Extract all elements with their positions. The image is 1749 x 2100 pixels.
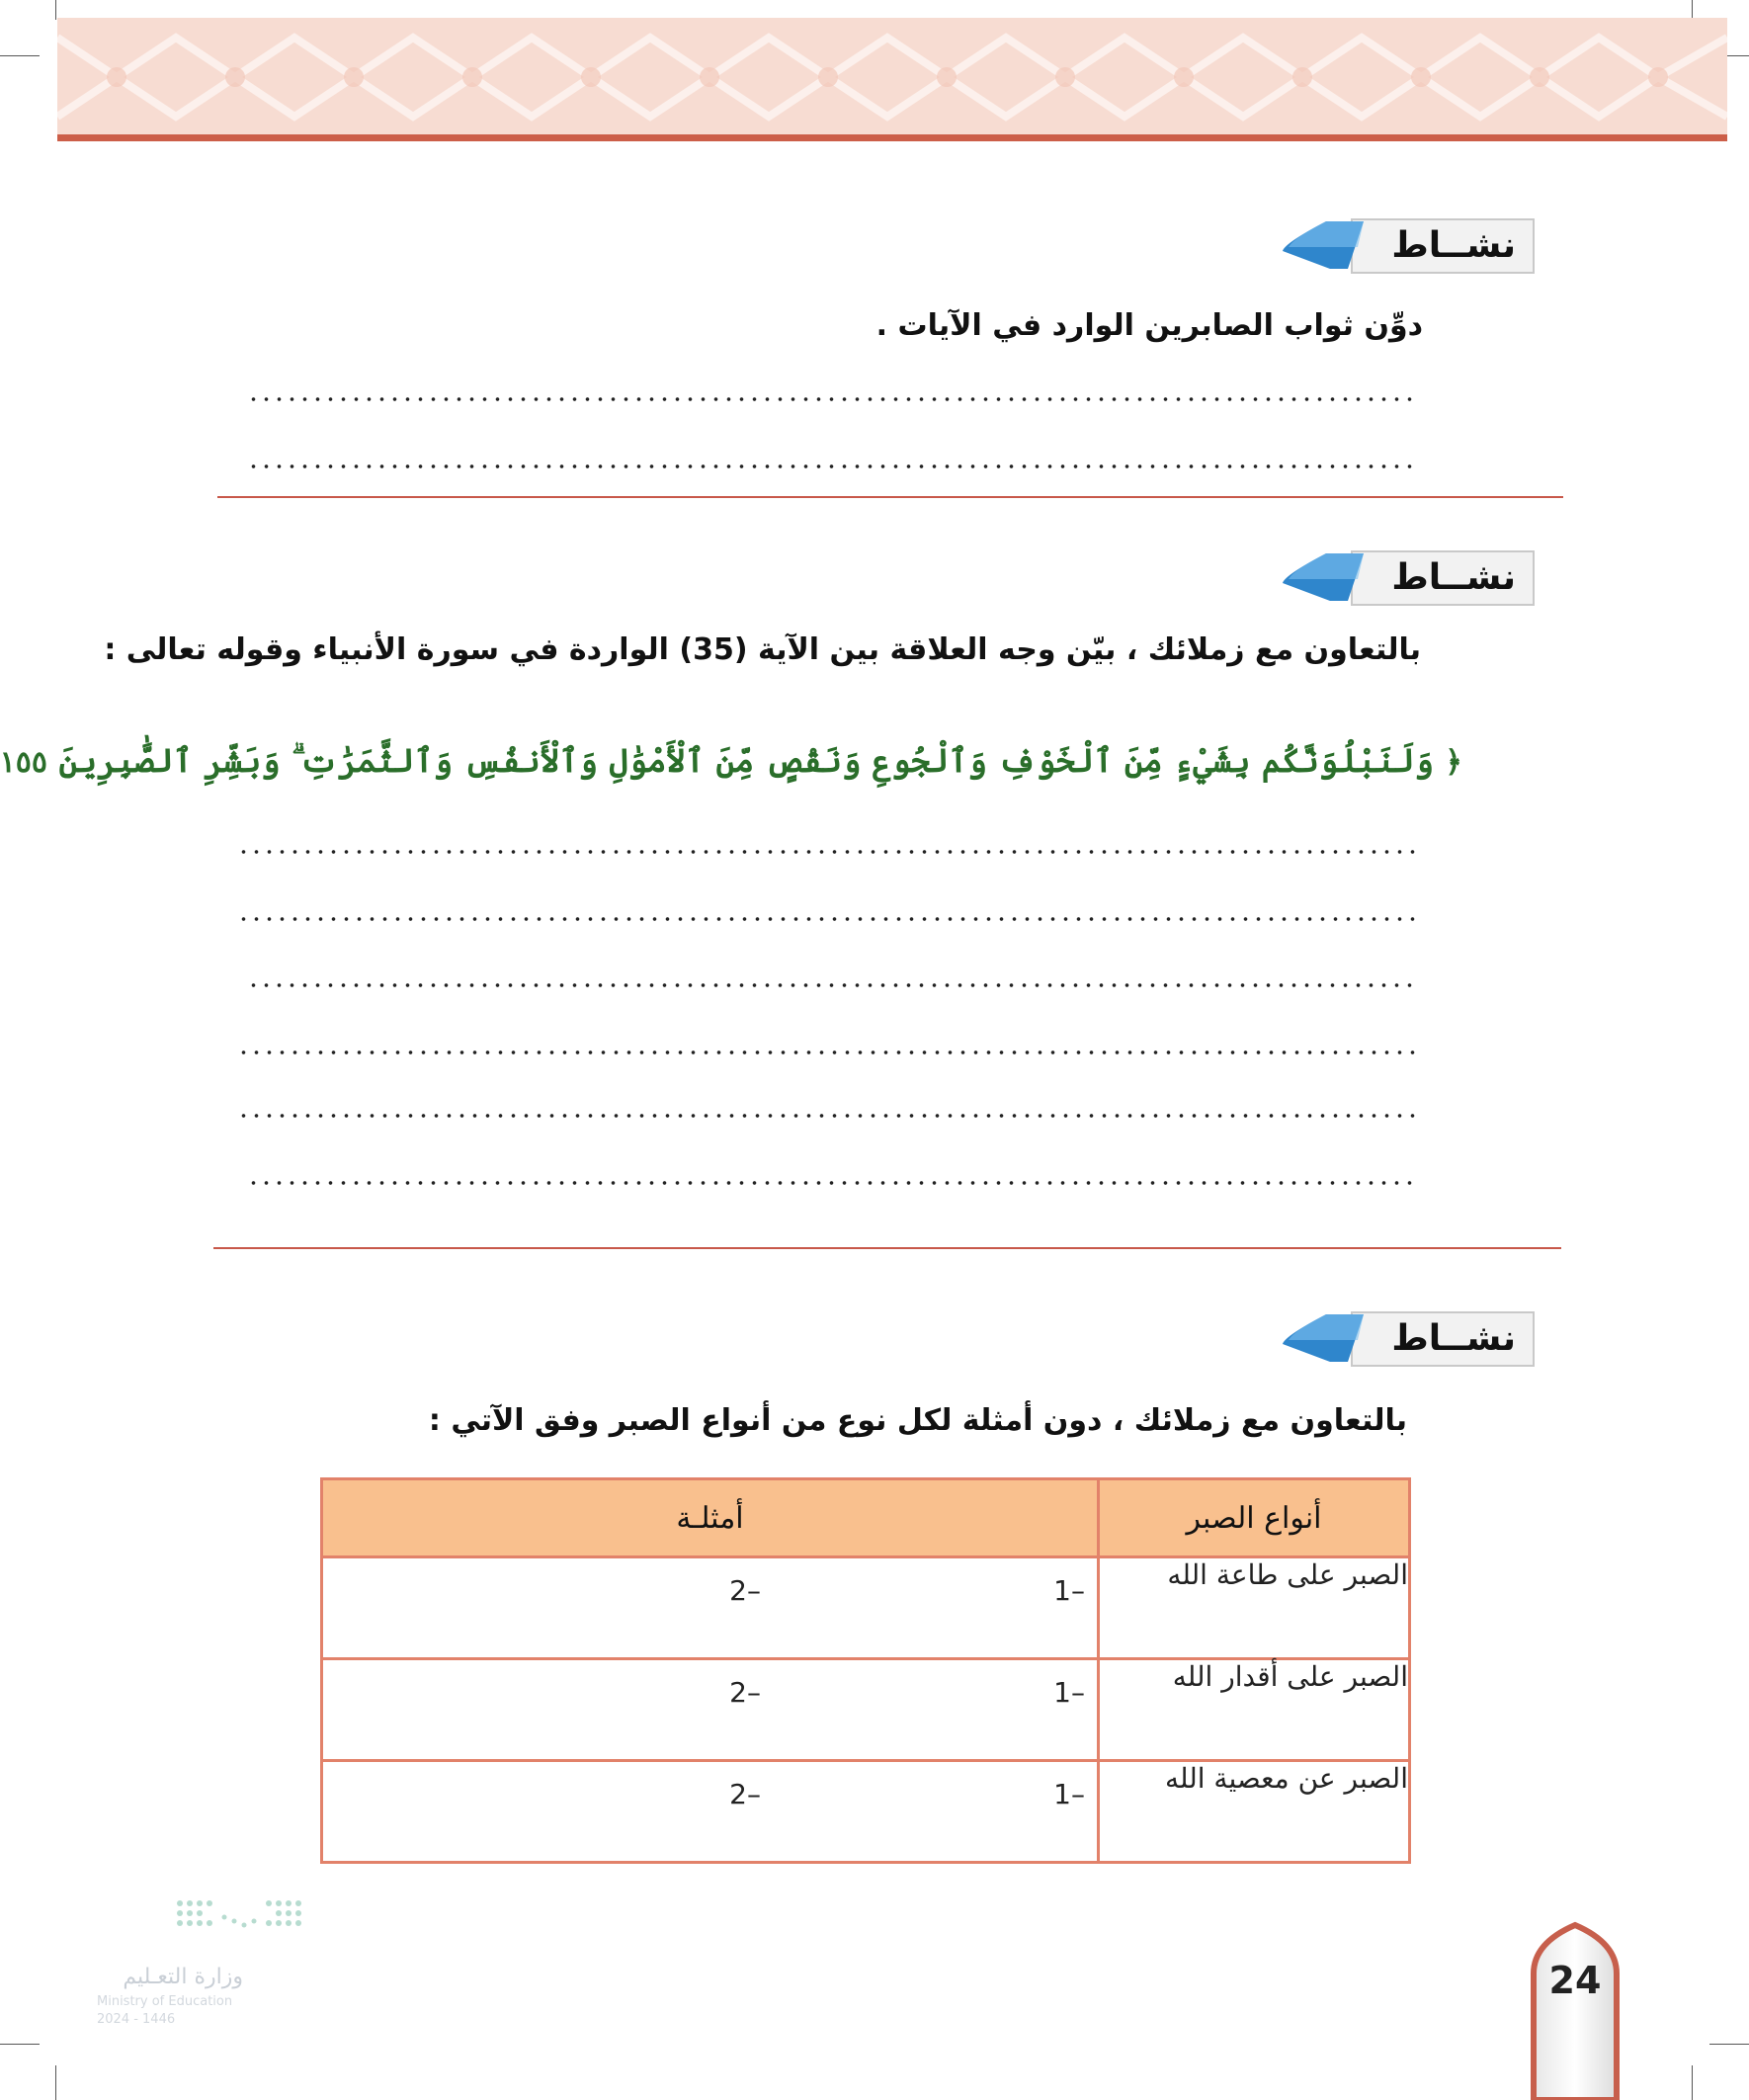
page-number: 24 (1548, 1959, 1602, 2002)
ministry-name-en: Ministry of Education (97, 1994, 233, 2009)
example-1: 1– (1053, 1574, 1085, 1607)
section-divider (213, 1247, 1561, 1249)
header-rule (57, 134, 1727, 141)
examples-cell[interactable] (322, 1761, 1099, 1863)
page-number-tab (1528, 1919, 1623, 2100)
example-1: 1– (1053, 1778, 1085, 1810)
activity-instruction: بالتعاون مع زملائك ، دون أمثلة لكل نوع من أنواع الصبر وفق الآتي : (428, 1403, 1407, 1438)
ministry-year: 2024 - 1446 (97, 2012, 176, 2027)
answer-line[interactable] (247, 397, 1419, 401)
answer-line[interactable] (247, 464, 1419, 468)
answer-line[interactable] (237, 917, 1415, 921)
ministry-watermark (95, 1895, 263, 2044)
patience-type: الصبر عن معصية الله (1099, 1761, 1410, 1863)
patience-types-table (320, 1477, 1411, 1864)
header-decoration (57, 18, 1727, 134)
patience-type: الصبر على أقدار الله (1099, 1659, 1410, 1761)
activity-badge-label: نشــاط (1391, 557, 1516, 598)
ministry-logo-icon (170, 1895, 318, 1943)
answer-line[interactable] (247, 1181, 1415, 1185)
crop-mark (55, 2065, 56, 2100)
example-2: 2– (729, 1676, 761, 1709)
answer-line[interactable] (237, 1114, 1415, 1118)
verse-text: وَلَنَبْلُوَنَّكُم بِشَيْءٍ مِّنَ ٱلْخَوْفِ وَٱلْجُوعِ وَنَقْصٍ مِّنَ ٱلْأَمْوَٰلِ وَٱلْأَنفُسِ وَٱلثَّمَرَٰتِ ۗ وَبَشِّرِ ٱلصَّٰبِرِينَ (58, 741, 1434, 780)
crop-mark (1692, 2065, 1693, 2100)
header-examples: أمثلـة (322, 1479, 1099, 1557)
table-row (322, 1761, 1410, 1863)
examples-cell[interactable] (322, 1659, 1099, 1761)
example-1: 1– (1053, 1676, 1085, 1709)
verse-bracket-open: ﴿ (1445, 745, 1462, 780)
crop-mark (0, 2044, 40, 2045)
activity-badge-label: نشــاط (1391, 225, 1516, 266)
activity-instruction: بالتعاون مع زملائك ، بيّن وجه العلاقة بين الآية (35) الواردة في سورة الأنبياء وقوله تعالى : (104, 632, 1421, 667)
table-header-row (322, 1479, 1410, 1557)
example-2: 2– (729, 1574, 761, 1607)
answer-line[interactable] (247, 983, 1415, 987)
crop-mark (55, 0, 56, 20)
section-divider (217, 496, 1563, 498)
activity-badge-label: نشــاط (1391, 1318, 1516, 1359)
example-2: 2– (729, 1778, 761, 1810)
header-types: أنواع الصبر (1099, 1479, 1410, 1557)
activity-badge (1275, 1310, 1536, 1368)
ministry-name-ar: وزارة التعـليم (123, 1965, 243, 1989)
answer-line[interactable] (237, 1050, 1415, 1054)
quran-verse (0, 726, 1462, 796)
crop-mark (1692, 0, 1693, 20)
table-row (322, 1557, 1410, 1659)
activity-instruction: دوِّن ثواب الصابرين الوارد في الآيات . (875, 308, 1423, 343)
examples-cell[interactable] (322, 1557, 1099, 1659)
crop-mark (0, 55, 40, 56)
activity-badge (1275, 217, 1536, 275)
crop-mark (1709, 2044, 1749, 2045)
patience-type: الصبر على طاعة الله (1099, 1557, 1410, 1659)
answer-line[interactable] (237, 850, 1415, 854)
activity-badge (1275, 549, 1536, 607)
verse-number: ١٥٥ (0, 745, 47, 780)
table-row (322, 1659, 1410, 1761)
